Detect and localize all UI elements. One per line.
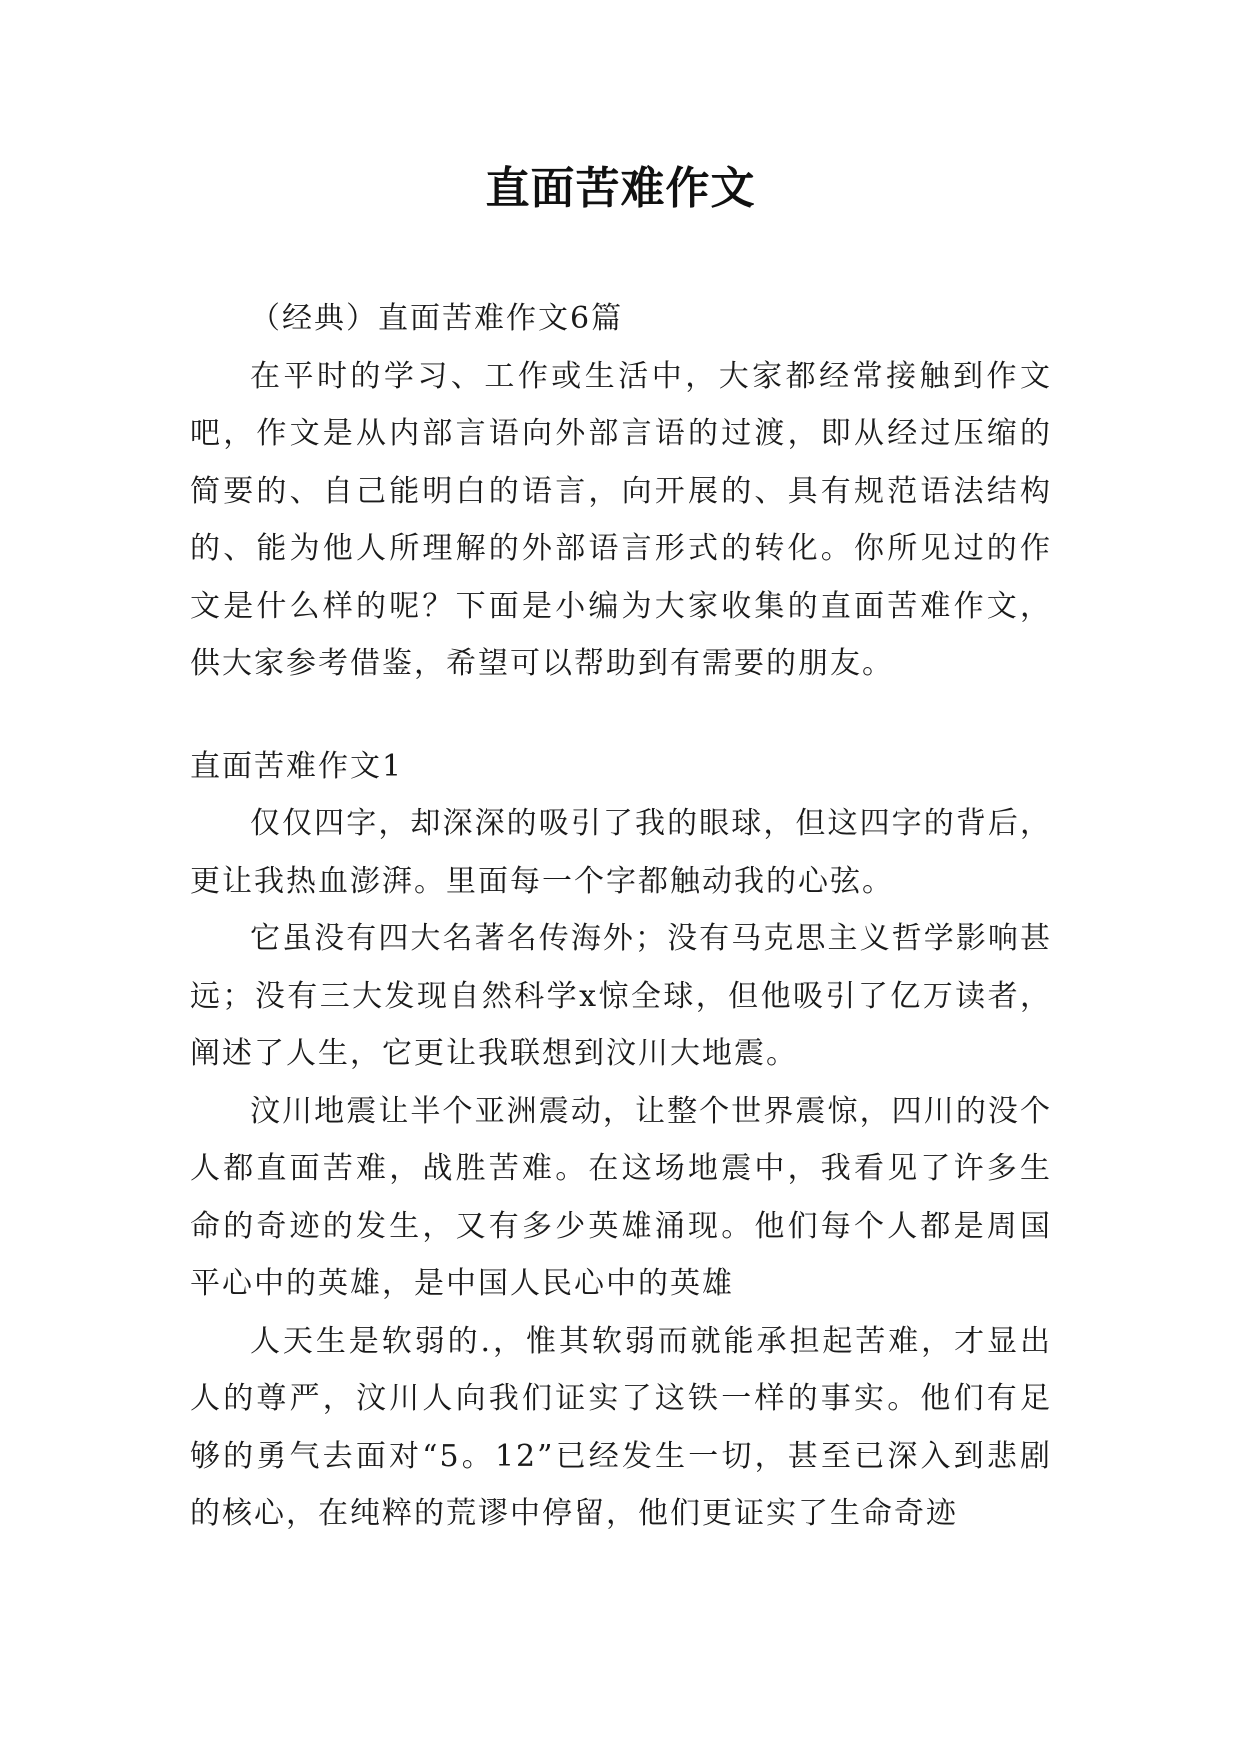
document-subtitle: （经典）直面苦难作文6篇 <box>250 301 624 336</box>
intro-paragraph: 在平时的学习、工作或生活中，大家都经常接触到作文吧，作文是从内部言语向外部言语的过渡，即从经过压缩的简要的、自己能明白的语言，向开展的、具有规范语法结构的、能为他人所理解的外部语言形式的转化。你所见过的作文是什么样的呢？下面是小编为大家收集的直面苦难作文，供大家参考借鉴，希望可以帮助到有需要的朋友。 <box>190 358 1052 681</box>
body-paragraph: 它虽没有四大名著名传海外；没有马克思主义哲学影响甚远；没有三大发现自然科学x惊全球，但他吸引了亿万读者，阐述了人生，它更让我联想到汶川大地震。 <box>190 921 1052 1071</box>
body-paragraph: 汶川地震让半个亚洲震动，让整个世界震惊，四川的没个人都直面苦难，战胜苦难。在这场地震中，我看见了许多生命的奇迹的发生，又有多少英雄涌现。他们每个人都是周国平心中的英雄，是中国人民心中的英雄 <box>190 1093 1052 1301</box>
body-paragraph: 人天生是软弱的.，惟其软弱而就能承担起苦难，才显出人的尊严，汶川人向我们证实了这铁一样的事实。他们有足够的勇气去面对“5。12”已经发生一切，甚至已深入到悲剧的核心，在纯粹的荒谬中停留，他们更证实了生命奇迹 <box>190 1323 1052 1531</box>
document-body <box>190 290 1052 1543</box>
section-heading: 直面苦难作文1 <box>190 748 404 784</box>
body-paragraph: 仅仅四字，却深深的吸引了我的眼球，但这四字的背后，更让我热血澎湃。里面每一个字都触动我的心弦。 <box>190 806 1052 899</box>
document-title: 直面苦难作文 <box>485 163 756 214</box>
